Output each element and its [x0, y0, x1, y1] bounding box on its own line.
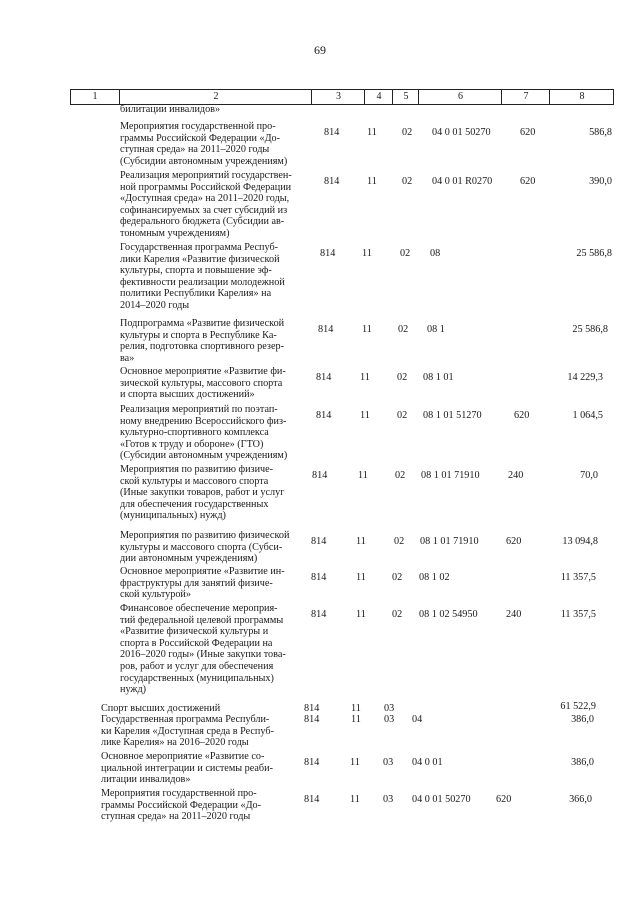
subsection-code: 03 [383, 757, 394, 768]
section-code: 11 [358, 470, 368, 481]
section-code: 11 [351, 714, 361, 725]
amount: 25 586,8 [572, 324, 608, 335]
subsection-code: 02 [397, 410, 408, 421]
amount: 14 229,3 [567, 372, 603, 383]
amount: 11 357,5 [560, 572, 596, 583]
header-cell: 5 [392, 90, 419, 104]
section-code: 11 [367, 127, 377, 138]
admin-code: 814 [312, 470, 328, 481]
amount: 25 586,8 [576, 248, 612, 259]
row-name: Основное мероприятие «Развитие ин- фраструктуры для занятий физиче- ской культурой» [120, 566, 285, 601]
expense-code: 620 [496, 794, 512, 805]
row-name: Реализация мероприятий по поэтап- ному внедрению Всероссийского физ- культурно-спортивного комплекса «Готов к труду и обороне» (ГТО) (Субсидии автономным учреждениям) [120, 404, 288, 462]
row-name: Основное мероприятие «Развитие фи- зической культуры, массового спорта и спорта высших достижений» [120, 366, 286, 401]
expense-code: 240 [506, 609, 522, 620]
header-cell: 7 [501, 90, 550, 104]
admin-code: 814 [304, 703, 320, 714]
row-name: Реализация мероприятий государствен- ной программы Российской Федерации «Доступная среда» на 2011–2020 годы, софинансируемых за счет субсидий из федерального бюджета (Субсидии ав- тономным учреждениям) [120, 170, 292, 239]
section-code: 11 [362, 324, 372, 335]
target-code: 08 1 02 54950 [419, 609, 478, 620]
admin-code: 814 [324, 127, 340, 138]
subsection-code: 02 [392, 609, 403, 620]
subsection-code: 02 [394, 536, 405, 547]
section-code: 11 [360, 410, 370, 421]
admin-code: 814 [316, 410, 332, 421]
section-code: 11 [350, 794, 360, 805]
amount: 70,0 [580, 470, 598, 481]
amount: 13 094,8 [562, 536, 598, 547]
page-number: 69 [314, 43, 326, 57]
amount: 366,0 [569, 794, 592, 805]
subsection-code: 03 [384, 714, 395, 725]
row-name: Государственная программа Респуб- лики Карелия «Развитие физической культуры, спорта и повышение эф- фективности реализации молодежной политики Республики Карелия» на 2014–2020 годы [120, 242, 285, 311]
section-code: 11 [356, 609, 366, 620]
admin-code: 814 [304, 757, 320, 768]
section-code: 11 [367, 176, 377, 187]
amount: 386,0 [571, 714, 594, 725]
admin-code: 814 [304, 794, 320, 805]
amount: 386,0 [571, 757, 594, 768]
header-cell: 2 [119, 90, 312, 104]
target-code: 04 0 01 R0270 [432, 176, 493, 187]
expense-code: 620 [514, 410, 530, 421]
admin-code: 814 [316, 372, 332, 383]
row-name: Подпрограмма «Развитие физической культуры и спорта в Республике Ка- релия, подготовка спортивного резер- ва» [120, 318, 285, 364]
section-code: 11 [351, 703, 361, 714]
header-cell: 8 [549, 90, 614, 104]
row-name: Мероприятия государственной про- граммы Российской Федерации «До- ступная среда» на 2011–2020 годы (Субсидии автономным учреждениям) [120, 121, 288, 167]
row-name: Мероприятия государственной про- граммы Российской Федерации «До- ступная среда» на 2011–2020 годы [101, 788, 262, 823]
amount: 586,8 [589, 127, 612, 138]
admin-code: 814 [311, 536, 327, 547]
subsection-code: 02 [400, 248, 411, 259]
target-code: 04 0 01 50270 [412, 794, 471, 805]
subsection-code: 03 [383, 794, 394, 805]
amount: 11 357,5 [560, 609, 596, 620]
subsection-code: 02 [398, 324, 409, 335]
target-code: 04 0 01 [412, 757, 443, 768]
subsection-code: 02 [397, 372, 408, 383]
header-cell: 1 [92, 91, 98, 102]
expense-code: 620 [520, 176, 536, 187]
row-name: Мероприятия по развитию физической культуры и массового спорта (Субси- дии автономным учреждениям) [120, 530, 290, 565]
section-code: 11 [362, 248, 372, 259]
subsection-code: 02 [392, 572, 403, 583]
row-name: Мероприятия по развитию физиче- ской культуры и массового спорта (Иные закупки товаров, работ и услуг для обеспечения государственных (муниципальных) нужд) [120, 464, 285, 522]
expense-code: 620 [520, 127, 536, 138]
row-name: билитации инвалидов» [120, 104, 221, 115]
subsection-code: 03 [384, 703, 395, 714]
target-code: 04 [412, 714, 423, 725]
target-code: 08 1 01 71910 [420, 536, 479, 547]
header-cell: 6 [418, 90, 502, 104]
row-name: Спорт высших достижений [101, 703, 221, 714]
target-code: 04 0 01 50270 [432, 127, 491, 138]
row-name: Основное мероприятие «Развитие со- циальной интеграции и системы реаби- литации инвалидов» [101, 751, 273, 786]
admin-code: 814 [320, 248, 336, 259]
subsection-code: 02 [395, 470, 406, 481]
admin-code: 814 [311, 609, 327, 620]
header-cell: 4 [364, 90, 393, 104]
admin-code: 814 [324, 176, 340, 187]
row-name: Государственная программа Республи- ки Карелия «Доступная среда в Респуб- лике Карелия» на 2016–2020 годы [101, 714, 274, 749]
target-code: 08 1 02 [419, 572, 450, 583]
subsection-code: 02 [402, 176, 413, 187]
section-code: 11 [350, 757, 360, 768]
table-header [70, 89, 614, 105]
admin-code: 814 [311, 572, 327, 583]
header-cell: 3 [311, 90, 365, 104]
amount: 390,0 [589, 176, 612, 187]
admin-code: 814 [318, 324, 334, 335]
section-code: 11 [356, 572, 366, 583]
expense-code: 620 [506, 536, 522, 547]
target-code: 08 1 01 51270 [423, 410, 482, 421]
amount: 1 064,5 [572, 410, 603, 421]
target-code: 08 1 01 [423, 372, 454, 383]
target-code: 08 1 01 71910 [421, 470, 480, 481]
admin-code: 814 [304, 714, 320, 725]
section-code: 11 [356, 536, 366, 547]
row-name: Финансовое обеспечение мероприя- тий федеральной целевой программы «Развитие физической культуры и спорта в Российской Федерации на 2016–2020 годы» (Иные закупки това- ров, работ и услуг для обеспечения государственных (муниципальных) нужд) [120, 603, 286, 696]
target-code: 08 [430, 248, 441, 259]
amount: 61 522,9 [560, 701, 596, 712]
section-code: 11 [360, 372, 370, 383]
subsection-code: 02 [402, 127, 413, 138]
expense-code: 240 [508, 470, 524, 481]
target-code: 08 1 [427, 324, 445, 335]
